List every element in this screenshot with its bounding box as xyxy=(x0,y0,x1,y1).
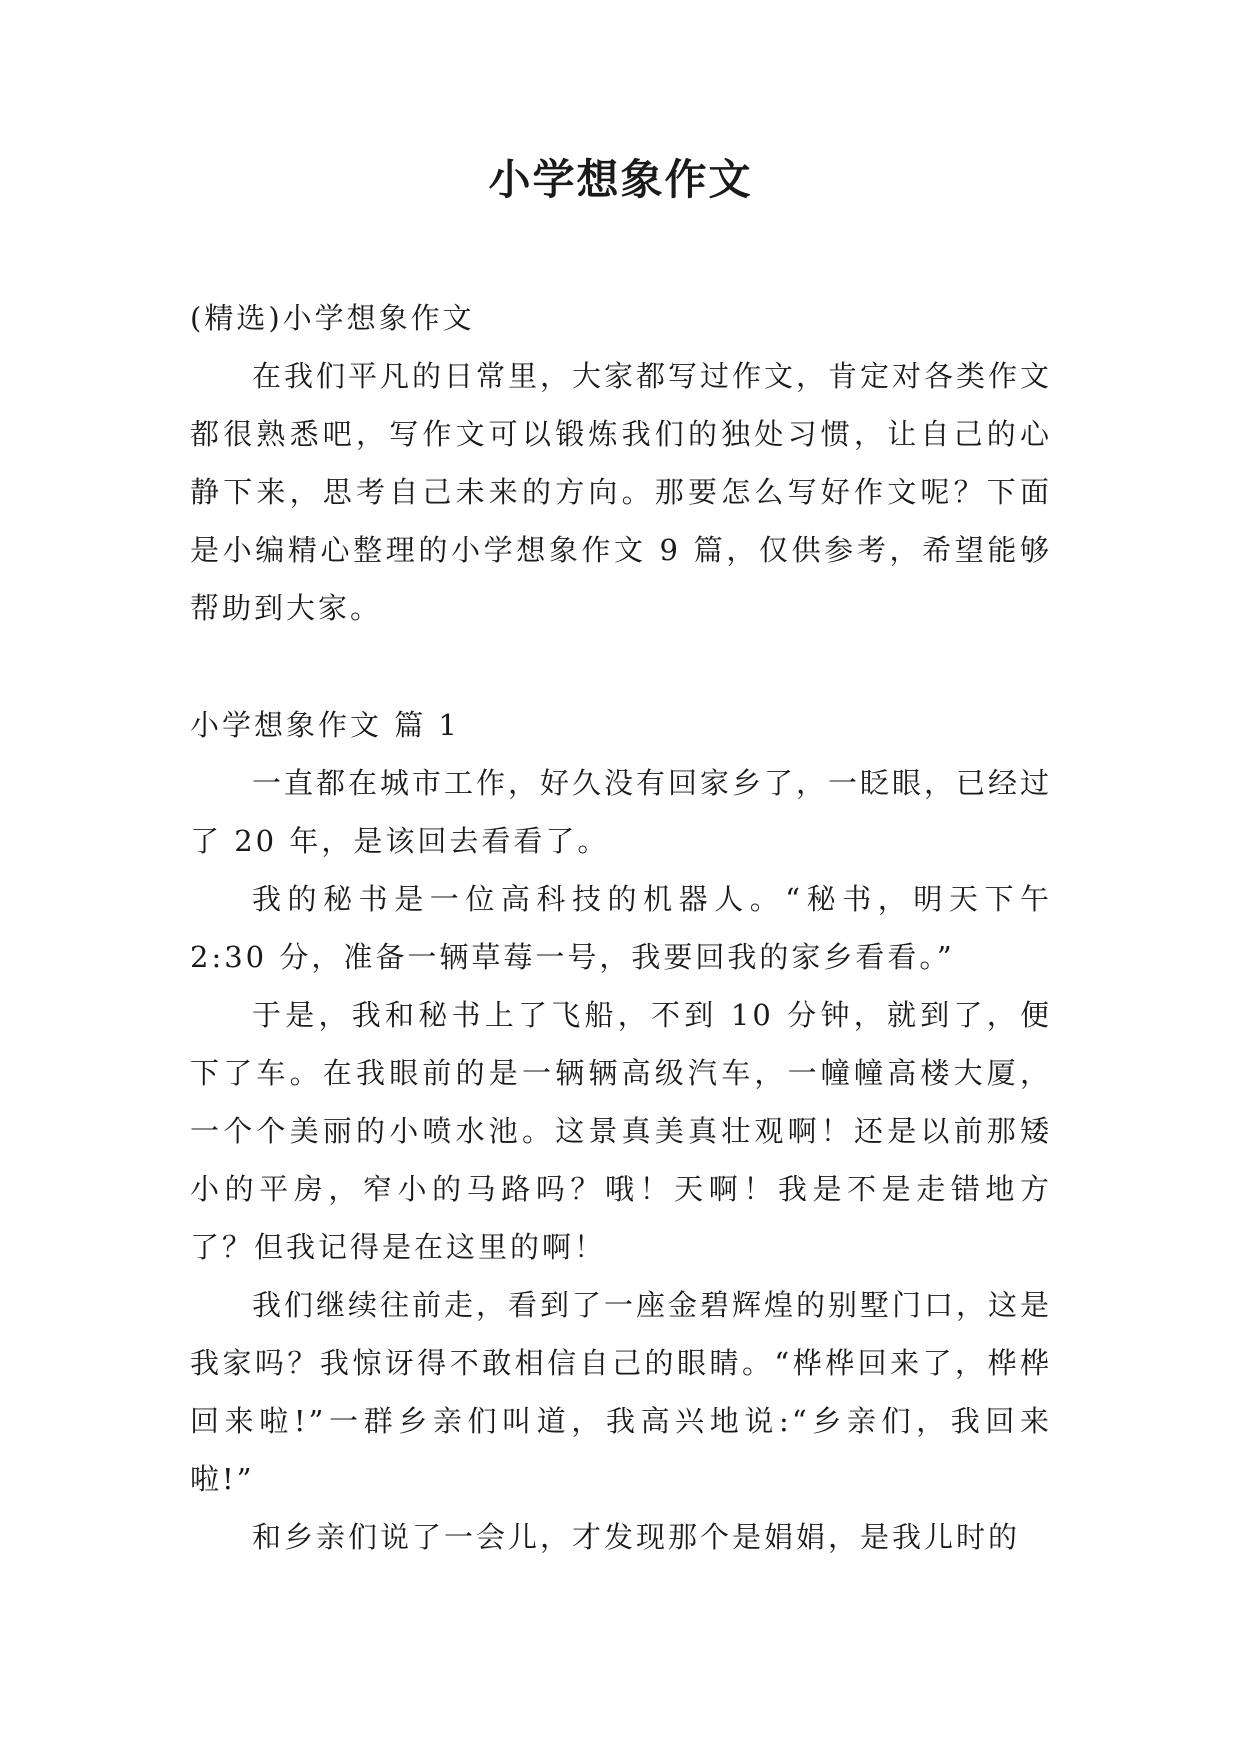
document-subtitle: (精选)小学想象作文 xyxy=(190,301,475,335)
essay-paragraph: 于是，我和秘书上了飞船，不到 10 分钟，就到了，便下了车。在我眼前的是一辆辆高级汽车，一幢幢高楼大厦，一个个美丽的小喷水池。这景真美真壮观啊！还是以前那矮小的平房，窄小的马路吗？哦！天啊！我是不是走错地方了？但我记得是在这里的啊！ xyxy=(190,998,1052,1264)
essay-paragraph: 我的秘书是一位高科技的机器人。“秘书，明天下午 2:30 分，准备一辆草莓一号，我要回我的家乡看看。” xyxy=(190,882,1052,974)
intro-section xyxy=(190,289,1052,637)
essay-section xyxy=(190,696,1052,1566)
intro-paragraph: 在我们平凡的日常里，大家都写过作文，肯定对各类作文都很熟悉吧，写作文可以锻炼我们的独处习惯，让自己的心静下来，思考自己未来的方向。那要怎么写好作文呢？下面是小编精心整理的小学想象作文 9 篇，仅供参考，希望能够帮助到大家。 xyxy=(190,359,1053,625)
essay-paragraph: 和乡亲们说了一会儿，才发现那个是娟娟，是我儿时的 xyxy=(252,1520,1021,1554)
essay-paragraph: 我们继续往前走，看到了一座金碧辉煌的别墅门口，这是我家吗？我惊讶得不敢相信自己的眼睛。“桦桦回来了，桦桦回来啦!”一群乡亲们叫道，我高兴地说:“乡亲们，我回来啦!” xyxy=(190,1288,1053,1496)
document-title: 小学想象作文 xyxy=(488,155,753,204)
essay-paragraph: 一直都在城市工作，好久没有回家乡了，一眨眼，已经过了 20 年，是该回去看看了。 xyxy=(190,766,1053,858)
essay-heading: 小学想象作文 篇 1 xyxy=(190,708,460,742)
